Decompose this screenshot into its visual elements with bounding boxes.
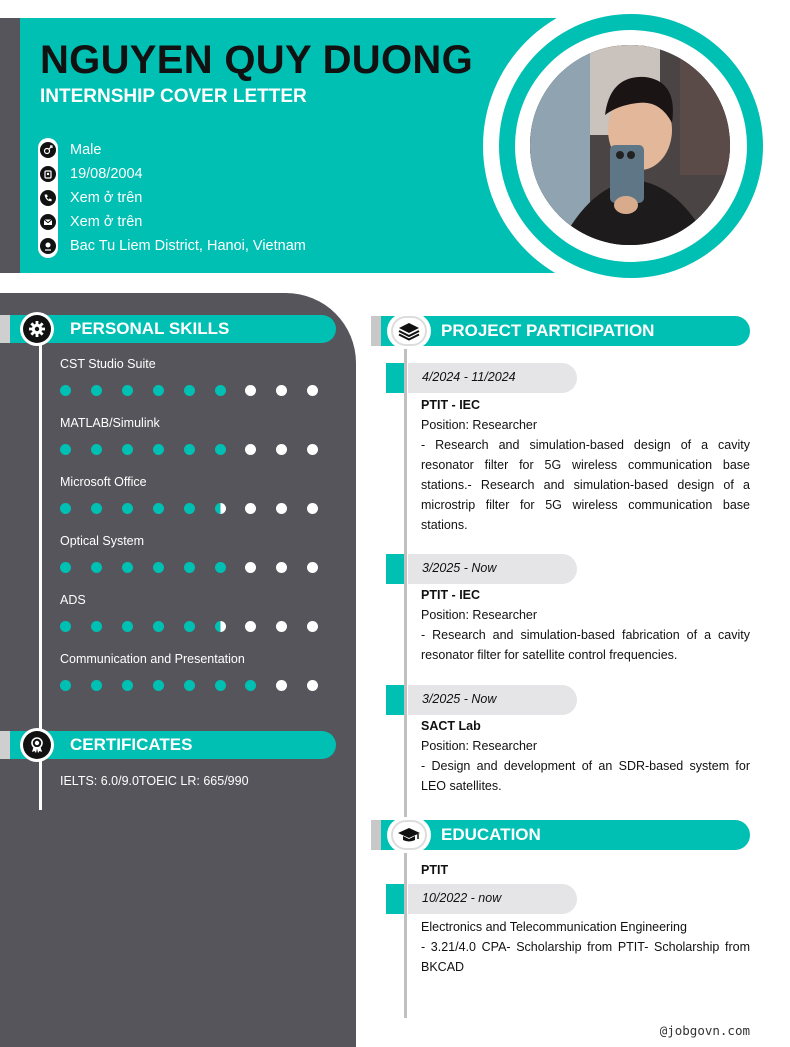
skill-rating-dot bbox=[122, 503, 133, 514]
project-description: - Design and development of an SDR-based system for LEO satellites. bbox=[421, 759, 750, 793]
skill-item bbox=[60, 357, 330, 371]
document-subtitle: INTERNSHIP COVER LETTER bbox=[40, 86, 307, 107]
skill-item bbox=[60, 652, 330, 666]
skill-rating-dot bbox=[153, 444, 164, 455]
education-date-pill bbox=[386, 884, 577, 914]
skill-rating-dot bbox=[122, 562, 133, 573]
skill-rating-dot bbox=[215, 385, 226, 396]
skill-rating-dot bbox=[276, 621, 287, 632]
skill-rating bbox=[60, 621, 330, 633]
project-description: - Research and simulation-based design of a cavity resonator filter for 5G wireless communication base stations.- Research and simulation-based design of a microstrip filter for 5G wireless communication base stations. bbox=[421, 438, 750, 532]
project-org: PTIT - IEC bbox=[421, 398, 481, 412]
skill-name: CST Studio Suite bbox=[60, 357, 156, 371]
contact-birthday bbox=[38, 162, 378, 186]
location-icon bbox=[40, 238, 56, 254]
section-title: PROJECT PARTICIPATION bbox=[441, 321, 655, 340]
project-description: - Research and simulation-based fabrication of a cavity resonator filter for satellite control frequencies. bbox=[421, 628, 750, 662]
skill-rating-dot bbox=[245, 680, 256, 691]
skill-rating-dot bbox=[153, 562, 164, 573]
skill-item bbox=[60, 475, 330, 489]
skill-rating-dot bbox=[91, 385, 102, 396]
skill-rating-dot bbox=[184, 503, 195, 514]
project-position: Position: Researcher bbox=[421, 608, 538, 622]
contact-email bbox=[38, 210, 378, 234]
section-title: PERSONAL SKILLS bbox=[70, 319, 230, 338]
skill-rating-dot bbox=[184, 621, 195, 632]
skill-rating-dot bbox=[215, 503, 226, 514]
education-entry bbox=[421, 917, 750, 977]
certificates-section-header bbox=[0, 731, 336, 759]
skill-name: Optical System bbox=[60, 534, 145, 548]
email-icon bbox=[40, 214, 56, 230]
skill-rating-dot bbox=[60, 621, 71, 632]
skill-rating bbox=[60, 385, 330, 397]
contact-text: Xem ở trên bbox=[70, 214, 143, 230]
education-description: - 3.21/4.0 CPA- Scholarship from PTIT- Scholarship from BKCAD bbox=[421, 940, 750, 974]
education-major: Electronics and Telecommunication Engineering bbox=[421, 920, 687, 934]
left-sidebar bbox=[0, 293, 356, 1047]
project-entry bbox=[421, 395, 750, 535]
contact-text: Male bbox=[70, 142, 102, 158]
profile-photo bbox=[530, 45, 730, 245]
skill-item bbox=[60, 416, 330, 430]
skill-rating-dot bbox=[60, 503, 71, 514]
project-position: Position: Researcher bbox=[421, 418, 538, 432]
certificates-text: IELTS: 6.0/9.0TOEIC LR: 665/990 bbox=[60, 774, 249, 788]
right-timeline-line bbox=[404, 330, 407, 1018]
education-section-header bbox=[371, 820, 750, 850]
skill-rating-dot bbox=[245, 621, 256, 632]
contact-text: Bac Tu Liem District, Hanoi, Vietnam bbox=[70, 238, 306, 254]
skill-rating-dot bbox=[60, 444, 71, 455]
skill-rating-dot bbox=[215, 680, 226, 691]
skill-rating-dot bbox=[60, 385, 71, 396]
skill-rating-dot bbox=[245, 562, 256, 573]
skill-name: ADS bbox=[60, 593, 86, 607]
skill-rating bbox=[60, 680, 330, 692]
skill-rating-dot bbox=[153, 621, 164, 632]
skill-rating-dot bbox=[307, 680, 318, 691]
education-date: 10/2022 - now bbox=[422, 891, 502, 905]
contact-text: 19/08/2004 bbox=[70, 166, 143, 182]
contact-gender bbox=[38, 138, 378, 162]
project-entry bbox=[421, 585, 750, 665]
phone-icon bbox=[40, 190, 56, 206]
project-entry bbox=[421, 716, 750, 796]
skill-rating-dot bbox=[91, 680, 102, 691]
education-school: PTIT bbox=[421, 863, 449, 877]
skill-rating-dot bbox=[60, 680, 71, 691]
skill-name: Communication and Presentation bbox=[60, 652, 245, 666]
skill-rating-dot bbox=[245, 444, 256, 455]
skill-rating bbox=[60, 503, 330, 515]
skill-rating-dot bbox=[245, 503, 256, 514]
skill-rating-dot bbox=[122, 680, 133, 691]
footer-watermark: @jobgovn.com bbox=[659, 1023, 750, 1038]
project-date-pill bbox=[386, 685, 577, 715]
skill-name: MATLAB/Simulink bbox=[60, 416, 160, 430]
project-date-pill bbox=[386, 363, 577, 393]
skill-rating-dot bbox=[153, 503, 164, 514]
education-school-block bbox=[421, 860, 750, 880]
skill-rating-dot bbox=[91, 562, 102, 573]
skill-rating-dot bbox=[307, 444, 318, 455]
skill-rating-dot bbox=[60, 562, 71, 573]
skill-rating-dot bbox=[184, 562, 195, 573]
skill-item bbox=[60, 593, 330, 607]
skill-rating-dot bbox=[184, 385, 195, 396]
skill-rating-dot bbox=[153, 680, 164, 691]
layers-icon bbox=[391, 316, 427, 346]
skill-rating-dot bbox=[307, 503, 318, 514]
skill-rating-dot bbox=[245, 385, 256, 396]
skill-rating-dot bbox=[215, 444, 226, 455]
contact-phone bbox=[38, 186, 378, 210]
skill-name: Microsoft Office bbox=[60, 475, 147, 489]
skill-rating-dot bbox=[307, 621, 318, 632]
project-org: SACT Lab bbox=[421, 719, 481, 733]
skill-rating-dot bbox=[276, 680, 287, 691]
contact-list bbox=[38, 138, 378, 258]
skill-rating-dot bbox=[184, 680, 195, 691]
candidate-name: NGUYEN QUY DUONG bbox=[40, 38, 474, 82]
skill-rating bbox=[60, 444, 330, 456]
skill-rating bbox=[60, 562, 330, 574]
skill-rating-dot bbox=[276, 444, 287, 455]
graduation-cap-icon bbox=[391, 820, 427, 850]
skill-rating-dot bbox=[307, 385, 318, 396]
skill-rating-dot bbox=[307, 562, 318, 573]
award-icon bbox=[23, 731, 51, 759]
skill-rating-dot bbox=[91, 503, 102, 514]
skill-rating-dot bbox=[91, 621, 102, 632]
skill-rating-dot bbox=[122, 444, 133, 455]
skill-rating-dot bbox=[215, 621, 226, 632]
gear-icon bbox=[23, 315, 51, 343]
project-org: PTIT - IEC bbox=[421, 588, 481, 602]
contact-text: Xem ở trên bbox=[70, 190, 143, 206]
projects-section-header bbox=[371, 316, 750, 346]
skill-item bbox=[60, 534, 330, 548]
birthday-icon bbox=[40, 166, 56, 182]
skill-rating-dot bbox=[276, 562, 287, 573]
skill-rating-dot bbox=[122, 385, 133, 396]
skill-rating-dot bbox=[276, 385, 287, 396]
project-date: 3/2025 - Now bbox=[422, 561, 497, 575]
skills-section-header bbox=[0, 315, 336, 343]
gender-icon bbox=[40, 142, 56, 158]
contact-location bbox=[38, 234, 378, 258]
section-title: CERTIFICATES bbox=[70, 735, 193, 754]
skill-rating-dot bbox=[276, 503, 287, 514]
skill-rating-dot bbox=[153, 385, 164, 396]
skill-rating-dot bbox=[215, 562, 226, 573]
section-title: EDUCATION bbox=[441, 825, 541, 844]
project-position: Position: Researcher bbox=[421, 739, 538, 753]
skill-rating-dot bbox=[184, 444, 195, 455]
project-date-pill bbox=[386, 554, 577, 584]
project-date: 3/2025 - Now bbox=[422, 692, 497, 706]
project-date: 4/2024 - 11/2024 bbox=[422, 370, 516, 384]
skill-rating-dot bbox=[91, 444, 102, 455]
header-dark-strip bbox=[0, 18, 20, 273]
skill-rating-dot bbox=[122, 621, 133, 632]
